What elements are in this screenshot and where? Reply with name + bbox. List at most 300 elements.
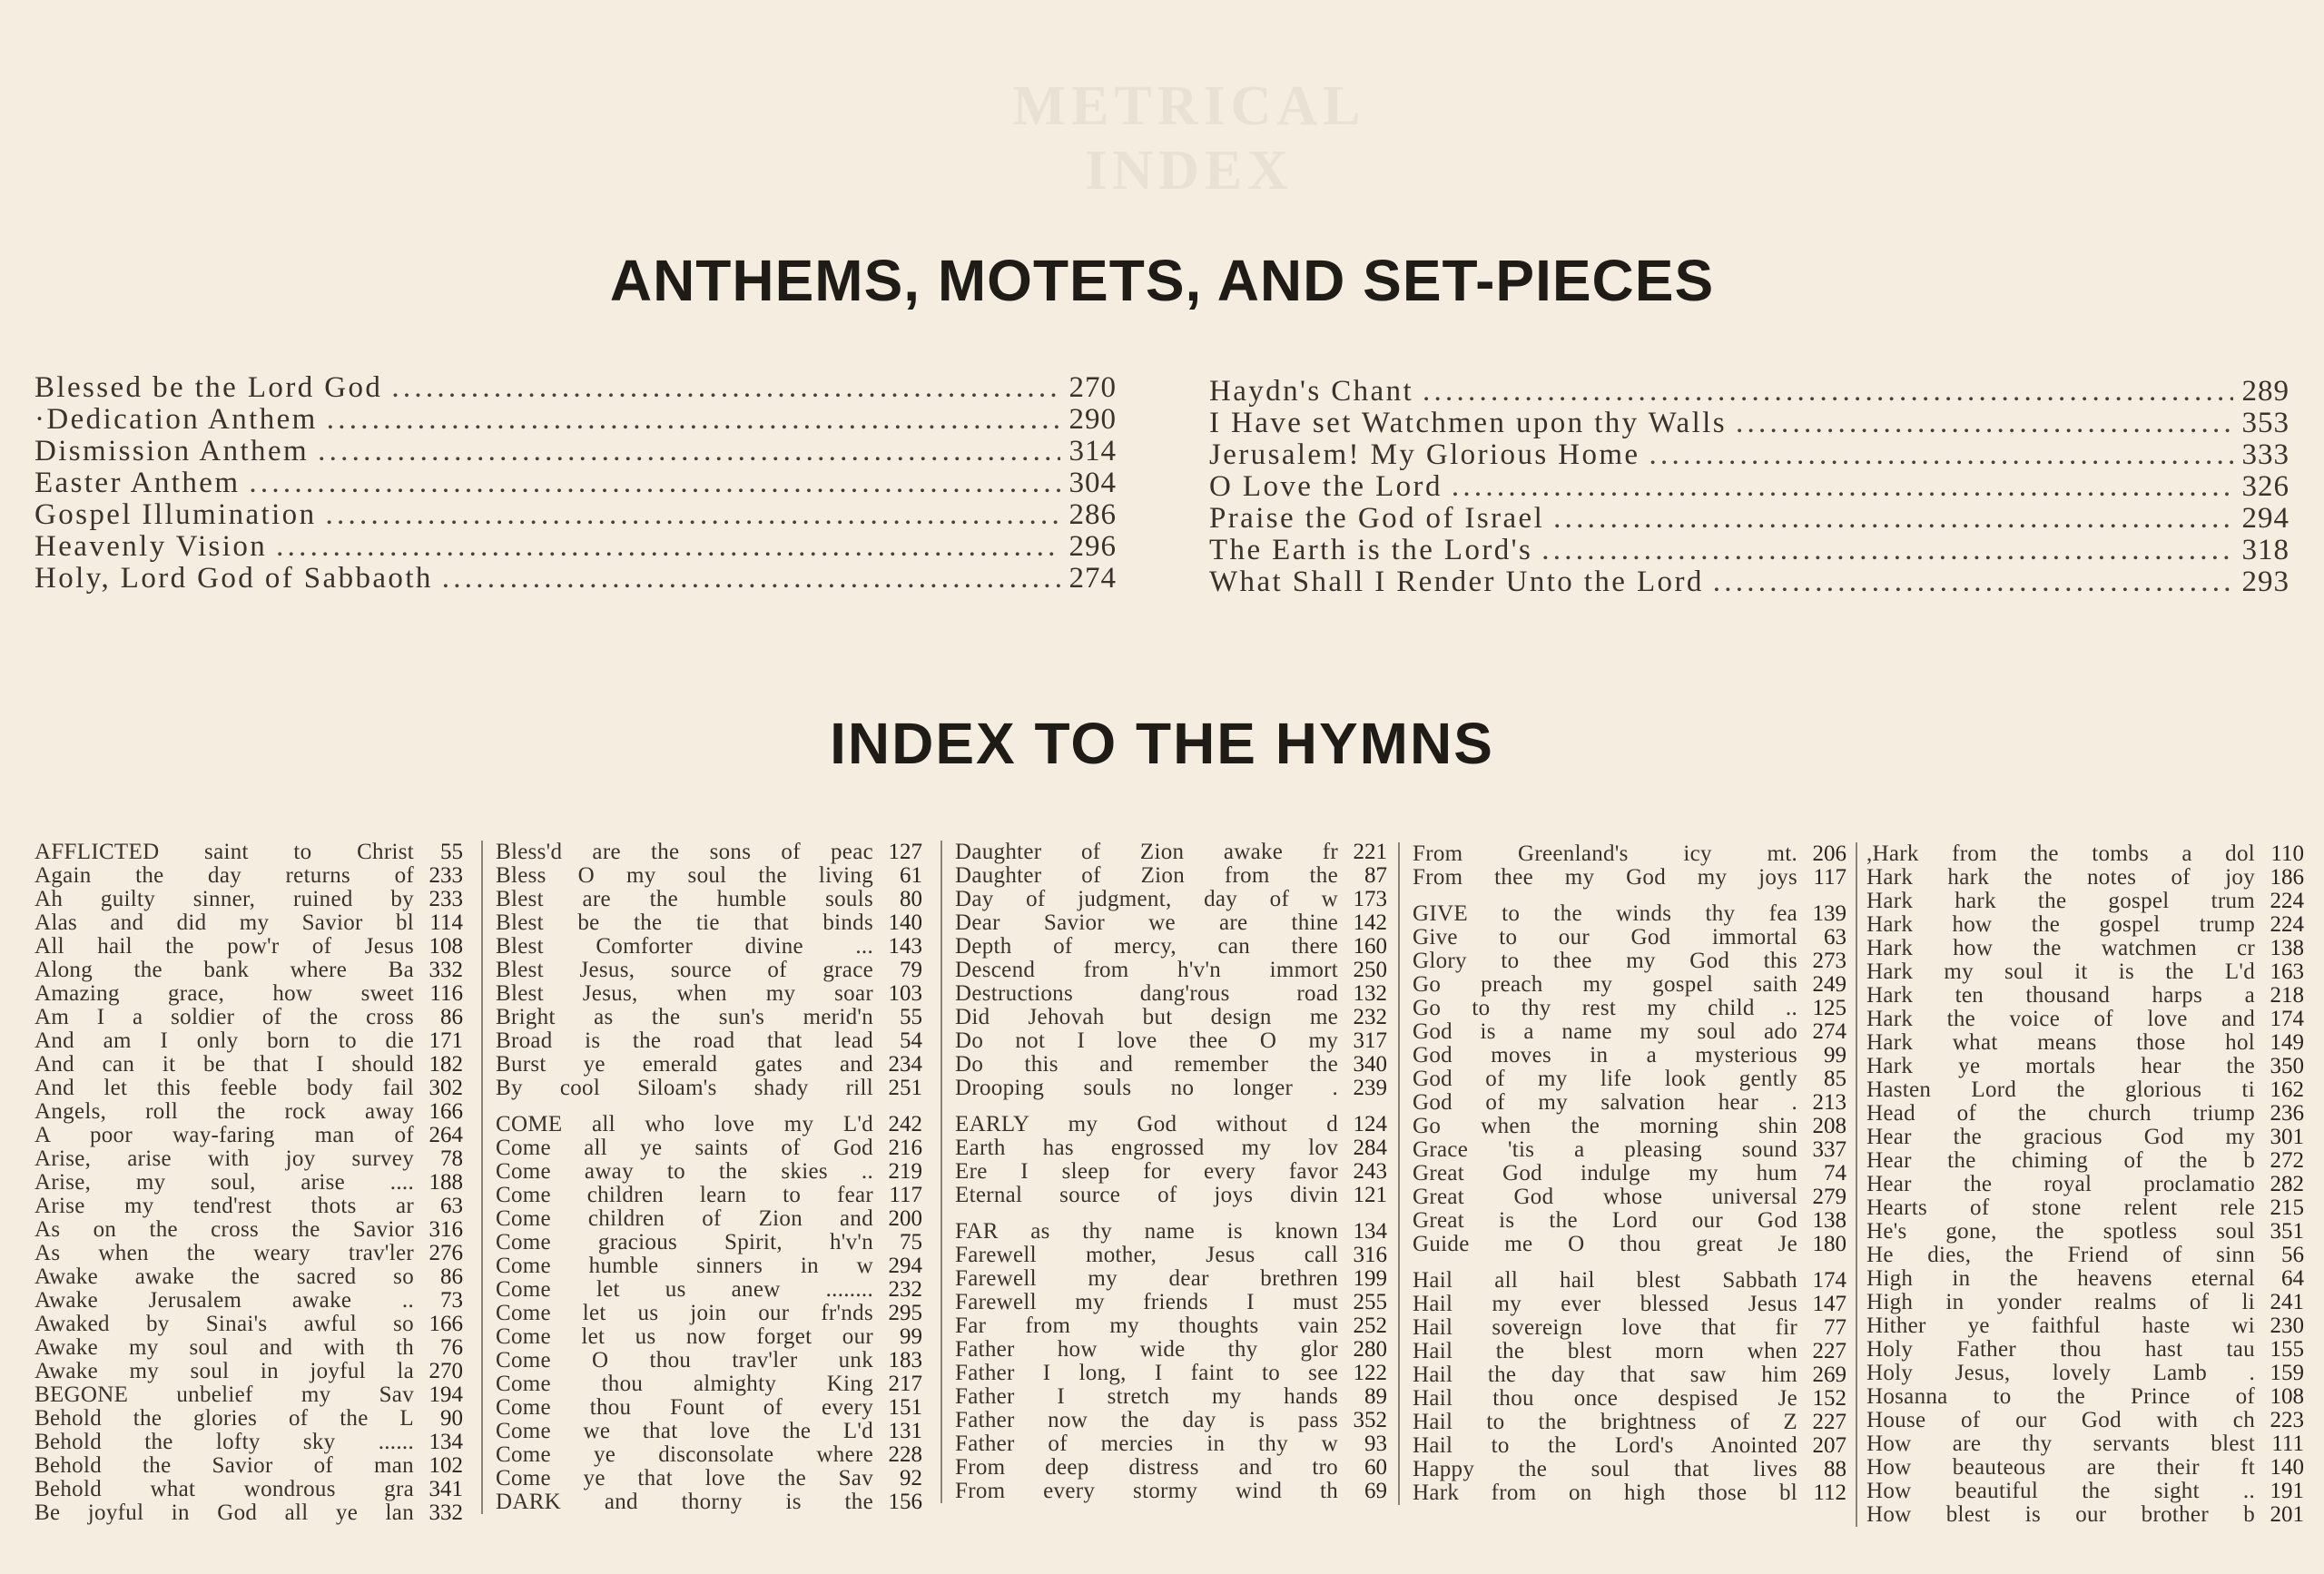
hymn-first-line: Bless'd are the sons of peac: [496, 841, 873, 864]
hymn-entry: [955, 888, 1387, 911]
hymn-page-number: 340: [1353, 1052, 1387, 1077]
hymn-page-number: 250: [1353, 958, 1387, 982]
anthem-title: ·Dedication Anthem: [34, 403, 318, 436]
hymn-first-line: Ere I sleep for every favor: [955, 1160, 1338, 1184]
hymn-entry: [1413, 1340, 1846, 1363]
hymn-first-line: Come ye disconsolate where: [496, 1443, 873, 1467]
anthem-page: 353: [2241, 407, 2290, 439]
hymn-entry: [955, 911, 1387, 935]
hymn-entry: [1413, 926, 1846, 949]
hymn-entry: [955, 1267, 1387, 1291]
hymn-page-number: 140: [2270, 1455, 2304, 1480]
hymn-first-line: Arise my tend'rest thots ar: [34, 1195, 414, 1218]
hymn-first-line: He's gone, the spotless soul: [1866, 1220, 2255, 1244]
hymn-entry: [1866, 1409, 2304, 1432]
hymn-first-line: Arise, arise with joy survey: [34, 1147, 414, 1171]
hymn-page-number: 207: [1812, 1433, 1846, 1458]
hymn-page-number: 86: [440, 1264, 463, 1289]
hymn-first-line: Bless O my soul the living: [496, 864, 873, 888]
hymn-page-number: 69: [1364, 1479, 1387, 1503]
hymn-entry: [34, 982, 463, 1006]
hymn-first-line: Guide me O thou great Je: [1413, 1233, 1797, 1256]
hymn-first-line: Hark ten thousand harps a: [1866, 984, 2255, 1008]
anthem-title: I Have set Watchmen upon thy Walls: [1209, 407, 1727, 439]
hymn-first-line: Again the day returns of: [34, 864, 414, 888]
hymn-entry: [34, 959, 463, 982]
hymn-entry: [955, 1053, 1387, 1077]
hymn-entry: [1866, 1432, 2304, 1456]
hymn-entry: [955, 1006, 1387, 1029]
hymn-first-line: Blest Jesus, when my soar: [496, 982, 873, 1006]
hymn-entry: [34, 1218, 463, 1242]
anthem-page: 274: [1068, 562, 1117, 595]
hymn-first-line: COME all who love my L'd: [496, 1113, 873, 1136]
hymn-page-number: 77: [1824, 1315, 1846, 1340]
hymn-entry: [34, 1313, 463, 1336]
hymn-page-number: 352: [1353, 1408, 1387, 1432]
hymn-entry: [955, 1160, 1387, 1184]
anthems-left-list: [34, 372, 1117, 595]
hymn-page-number: 74: [1824, 1161, 1846, 1185]
hymn-entry: [1866, 960, 2304, 984]
hymn-first-line: Hail the day that saw him: [1413, 1363, 1797, 1387]
hymn-first-line: Daughter of Zion awake fr: [955, 841, 1338, 864]
anthem-entry: [34, 499, 1117, 531]
hymn-first-line: Hither ye faithful haste wi: [1866, 1314, 2255, 1338]
hymn-page-number: 233: [428, 887, 463, 911]
hymn-first-line: Behold the glories of the L: [34, 1407, 414, 1431]
hymn-entry: [34, 1195, 463, 1218]
dot-leader: [1423, 376, 2232, 408]
hymn-first-line: AFFLICTED saint to Christ: [34, 841, 414, 864]
hymn-entry: [34, 1501, 463, 1525]
hymn-page-number: 350: [2270, 1054, 2304, 1078]
hymn-page-number: 301: [2270, 1125, 2304, 1149]
hymn-first-line: Come let us anew ........: [496, 1278, 873, 1302]
hymn-first-line: Hail to the Lord's Anointed: [1413, 1434, 1797, 1458]
hymn-first-line: DARK and thorny is the: [496, 1490, 873, 1514]
hymn-page-number: 88: [1824, 1457, 1846, 1481]
anthems-heading: ANTHEMS, MOTETS, AND SET-PIECES: [609, 248, 1715, 313]
hymn-first-line: Am I a soldier of the cross: [34, 1006, 414, 1029]
anthems-right-list: [1209, 376, 2290, 598]
hymn-page-number: 155: [2270, 1337, 2304, 1362]
hymn-entry: [1866, 1503, 2304, 1527]
hymn-first-line: God moves in a mysterious: [1413, 1044, 1797, 1067]
hymn-first-line: Hark how the watchmen cr: [1866, 937, 2255, 960]
hymn-entry: [496, 1396, 922, 1420]
hymn-page-number: 227: [1812, 1410, 1846, 1434]
dot-leader: [1452, 471, 2233, 503]
hymn-entry: [1866, 842, 2304, 866]
hymn-entry: [1866, 1362, 2304, 1385]
hymn-first-line: Destructions dang'rous road: [955, 982, 1338, 1006]
anthem-entry: [1209, 439, 2290, 471]
hymn-entry: [1413, 1387, 1846, 1411]
dot-leader: [326, 499, 1060, 531]
hymn-entry: [496, 1443, 922, 1467]
hymn-entry: [1413, 949, 1846, 973]
hymn-first-line: FAR as thy name is known: [955, 1220, 1338, 1244]
hymn-page-number: 188: [428, 1170, 463, 1195]
hymn-first-line: Hark my soul it is the L'd: [1866, 960, 2255, 984]
hymn-first-line: Great is the Lord our God: [1413, 1209, 1797, 1233]
anthem-page: 296: [1068, 530, 1117, 563]
hymn-first-line: Blest Jesus, source of grace: [496, 959, 873, 982]
hymn-page-number: 127: [888, 840, 922, 864]
hymn-page-number: 228: [888, 1442, 922, 1467]
hymn-first-line: Hark how the gospel trump: [1866, 913, 2255, 937]
hymn-entry: [1866, 1338, 2304, 1362]
hymn-entry: [1413, 1115, 1846, 1138]
hymn-page-number: 341: [428, 1477, 463, 1501]
hymn-page-number: 108: [428, 934, 463, 959]
hymn-first-line: Descend from h'v'n immort: [955, 959, 1338, 982]
hymn-entry: [1413, 1434, 1846, 1458]
dot-leader: [1553, 503, 2232, 535]
hymn-entry: [1866, 913, 2304, 937]
hymn-first-line: God of my salvation hear .: [1413, 1091, 1797, 1115]
hymn-page-number: 302: [428, 1076, 463, 1100]
hymn-entry: [1413, 1209, 1846, 1233]
hymn-first-line: From deep distress and tro: [955, 1456, 1338, 1480]
hymn-entry: [1413, 1363, 1846, 1387]
anthem-page: 270: [1068, 371, 1117, 404]
hymn-entry: [1866, 1267, 2304, 1291]
dot-leader: [1713, 566, 2233, 598]
hymn-page-number: 134: [1353, 1219, 1387, 1244]
hymn-entry: [34, 1100, 463, 1124]
hymn-page-number: 239: [1353, 1076, 1387, 1100]
hymn-page-number: 143: [888, 934, 922, 959]
hymn-entry: [1866, 1244, 2304, 1267]
hymn-first-line: House of our God with ch: [1866, 1409, 2255, 1432]
hymn-entry: [1413, 1233, 1846, 1256]
hymn-page-number: 93: [1364, 1431, 1387, 1456]
hymn-page-number: 63: [440, 1194, 463, 1218]
section-gap: [1413, 1256, 1846, 1269]
hymn-first-line: Come all ye saints of God: [496, 1136, 873, 1160]
hymn-first-line: Hark what means those hol: [1866, 1031, 2255, 1055]
hymn-first-line: Farewell mother, Jesus call: [955, 1244, 1338, 1267]
hymn-page-number: 131: [888, 1419, 922, 1443]
hymn-page-number: 166: [428, 1099, 463, 1124]
hymn-first-line: Hark hark the gospel trum: [1866, 890, 2255, 913]
hymn-page-number: 79: [900, 958, 922, 982]
hymn-entry: [1866, 1314, 2304, 1338]
hymn-first-line: Farewell my friends I must: [955, 1291, 1338, 1314]
dot-leader: [276, 531, 1059, 563]
hymn-entry: [34, 1053, 463, 1077]
hymn-page-number: 276: [428, 1241, 463, 1265]
hymn-first-line: God of my life look gently: [1413, 1067, 1797, 1091]
hymn-first-line: Father I stretch my hands: [955, 1385, 1338, 1409]
hymn-page-number: 110: [2270, 841, 2304, 866]
hymn-entry: [34, 888, 463, 911]
hymn-entry: [1413, 1020, 1846, 1044]
hymn-first-line: Blest Comforter divine ...: [496, 935, 873, 959]
anthem-page: 333: [2241, 438, 2290, 471]
hymn-first-line: Be joyful in God all ye lan: [34, 1501, 414, 1525]
hymn-first-line: Awake my soul and with th: [34, 1336, 414, 1360]
hymn-page-number: 116: [429, 981, 463, 1006]
hymn-first-line: Behold what wondrous gra: [34, 1478, 414, 1501]
hymn-entry: [955, 1385, 1387, 1409]
hymn-column-1: [34, 841, 463, 1525]
hymn-page-number: 85: [1824, 1067, 1846, 1091]
hymn-page-number: 76: [440, 1335, 463, 1360]
hymn-first-line: Behold the Savior of man: [34, 1454, 414, 1478]
anthem-entry: [34, 436, 1117, 467]
hymn-entry: [1866, 890, 2304, 913]
hymn-first-line: And can it be that I should: [34, 1053, 414, 1077]
dot-leader: [249, 467, 1059, 499]
hymn-page-number: 241: [2270, 1290, 2304, 1314]
hymn-entry: [955, 1244, 1387, 1267]
anthem-title: Blessed be the Lord God: [34, 371, 383, 404]
hymn-page-number: 99: [900, 1324, 922, 1349]
hymn-first-line: Glory to thee my God this: [1413, 949, 1797, 973]
hymn-page-number: 55: [900, 1005, 922, 1029]
hymn-entry: [34, 1124, 463, 1147]
hymn-page-number: 73: [440, 1288, 463, 1313]
hymn-entry: [496, 1372, 922, 1396]
hymn-first-line: Day of judgment, day of w: [955, 888, 1338, 911]
hymn-first-line: And am I only born to die: [34, 1029, 414, 1053]
hymn-page-number: 122: [1353, 1361, 1387, 1385]
hymn-page-number: 56: [2281, 1243, 2304, 1267]
anthem-entry: [34, 531, 1117, 563]
hymn-page-number: 183: [888, 1348, 922, 1372]
hymn-page-number: 174: [2270, 1007, 2304, 1031]
hymn-first-line: Alas and did my Savior bl: [34, 911, 414, 935]
hymn-entry: [955, 1432, 1387, 1456]
hymn-first-line: Ah guilty sinner, ruined by: [34, 888, 414, 911]
hymn-page-number: 102: [428, 1453, 463, 1478]
hymn-page-number: 216: [888, 1136, 922, 1160]
hymn-page-number: 221: [1353, 840, 1387, 864]
hymn-page-number: 213: [1812, 1090, 1846, 1115]
hymn-entry: [1866, 1008, 2304, 1031]
hymn-first-line: Great God indulge my hum: [1413, 1162, 1797, 1185]
hymn-page-number: 186: [2270, 865, 2304, 890]
hymn-first-line: Angels, roll the rock away: [34, 1100, 414, 1124]
hymn-first-line: Father now the day is pass: [955, 1409, 1338, 1432]
hymn-first-line: And let this feeble body fail: [34, 1077, 414, 1100]
anthem-title: Jerusalem! My Glorious Home: [1209, 438, 1640, 471]
hymn-first-line: Awake my soul in joyful la: [34, 1360, 414, 1383]
hymn-page-number: 252: [1353, 1313, 1387, 1338]
hymn-first-line: God is a name my soul ado: [1413, 1020, 1797, 1044]
hymn-entry: [496, 935, 922, 959]
hymn-entry: [34, 935, 463, 959]
hymn-entry: [1413, 1138, 1846, 1162]
hymn-page-number: 174: [1812, 1268, 1846, 1293]
hymn-first-line: Awake Jerusalem awake ..: [34, 1289, 414, 1313]
hymn-first-line: GIVE to the winds thy fea: [1413, 902, 1797, 926]
hymn-entry: [955, 935, 1387, 959]
hymn-page-number: 132: [1353, 981, 1387, 1006]
hymn-entry: [1866, 1291, 2304, 1314]
hymn-entry: [955, 1029, 1387, 1053]
anthem-title: O Love the Lord: [1209, 470, 1443, 503]
hymn-page-number: 171: [428, 1028, 463, 1053]
hymn-first-line: Father how wide thy glor: [955, 1338, 1338, 1362]
hymn-page-number: 270: [428, 1359, 463, 1383]
hymn-first-line: Come let us now forget our: [496, 1325, 873, 1349]
hymn-entry: [1413, 1162, 1846, 1185]
hymn-first-line: Hark ye mortals hear the: [1866, 1055, 2255, 1078]
hymn-first-line: Come gracious Spirit, h'v'n: [496, 1231, 873, 1254]
hymn-entry: [496, 1254, 922, 1278]
anthem-title: Easter Anthem: [34, 467, 241, 499]
hymn-first-line: He dies, the Friend of sinn: [1866, 1244, 2255, 1267]
hymn-page-number: 201: [2270, 1502, 2304, 1527]
hymn-page-number: 142: [1353, 910, 1387, 935]
dot-leader: [442, 563, 1060, 595]
hymn-page-number: 166: [428, 1312, 463, 1336]
anthem-title: Dismission Anthem: [34, 435, 310, 467]
hymn-page-number: 173: [1353, 887, 1387, 911]
hymn-entry: [496, 1006, 922, 1029]
hymn-page-number: 151: [888, 1395, 922, 1420]
anthem-page: 326: [2241, 470, 2290, 503]
hymn-page-number: 124: [1353, 1112, 1387, 1136]
hymn-page-number: 86: [440, 1005, 463, 1029]
hymn-entry: [1413, 1293, 1846, 1316]
hymn-page-number: 149: [2270, 1030, 2304, 1055]
hymn-first-line: Awaked by Sinai's awful so: [34, 1313, 414, 1336]
hymn-first-line: Hark hark the notes of joy: [1866, 866, 2255, 890]
hymn-entry: [1866, 1149, 2304, 1173]
hymn-first-line: A poor way-faring man of: [34, 1124, 414, 1147]
hymn-page-number: 162: [2270, 1077, 2304, 1102]
hymn-first-line: Hail my ever blessed Jesus: [1413, 1293, 1797, 1316]
hymn-first-line: Dear Savior we are thine: [955, 911, 1338, 935]
anthem-page: 293: [2241, 566, 2290, 598]
anthem-entry: [34, 563, 1117, 595]
anthem-title: The Earth is the Lord's: [1209, 534, 1533, 566]
hymn-first-line: Hear the royal proclamatio: [1866, 1173, 2255, 1196]
hymn-first-line: Come away to the skies ..: [496, 1160, 873, 1184]
hymn-first-line: As when the weary trav'ler: [34, 1242, 414, 1265]
anthem-title: Praise the God of Israel: [1209, 502, 1545, 535]
hymn-entry: [496, 1053, 922, 1077]
hymn-entry: [34, 841, 463, 864]
faded-heading: METRICAL INDEX: [1012, 75, 1366, 202]
hymn-page-number: 55: [440, 840, 463, 864]
hymn-entry: [1866, 1173, 2304, 1196]
hymn-page-number: 249: [1812, 972, 1846, 997]
hymn-page-number: 117: [889, 1183, 922, 1207]
section-gap: [955, 1207, 1387, 1220]
hymn-entry: [496, 1136, 922, 1160]
hymn-entry: [496, 1467, 922, 1490]
hymn-entry: [34, 1029, 463, 1053]
hymn-entry: [34, 1336, 463, 1360]
hymn-entry: [1866, 937, 2304, 960]
hymn-first-line: From thee my God my joys: [1413, 866, 1797, 890]
hymn-first-line: Hail sovereign love that fir: [1413, 1316, 1797, 1340]
hymn-entry: [1866, 1126, 2304, 1149]
hymn-first-line: Burst ye emerald gates and: [496, 1053, 873, 1077]
hymn-page-number: 242: [888, 1112, 922, 1136]
hymn-entry: [496, 1160, 922, 1184]
hymn-entry: [1866, 1456, 2304, 1480]
hymn-entry: [955, 1362, 1387, 1385]
hymn-entry: [496, 1349, 922, 1372]
anthem-entry: [1209, 503, 2290, 535]
hymn-first-line: Hear the gracious God my: [1866, 1126, 2255, 1149]
hymn-page-number: 274: [1812, 1019, 1846, 1044]
hymn-entry: [34, 1431, 463, 1454]
hymn-entry: [1866, 1385, 2304, 1409]
anthem-page: 294: [2241, 502, 2290, 535]
hymn-first-line: Come O thou trav'ler unk: [496, 1349, 873, 1372]
anthem-title: What Shall I Render Unto the Lord: [1209, 566, 1704, 598]
hymn-entry: [496, 1302, 922, 1325]
hymn-first-line: All hail the pow'r of Jesus: [34, 935, 414, 959]
anthem-entry: [34, 404, 1117, 436]
hymn-page-number: 236: [2270, 1101, 2304, 1126]
hymn-page-number: 332: [428, 1500, 463, 1525]
anthem-entry: [34, 467, 1117, 499]
anthem-entry: [1209, 535, 2290, 566]
hymn-entry: [1866, 1196, 2304, 1220]
hymn-page-number: 255: [1353, 1290, 1387, 1314]
hymn-page-number: 180: [1812, 1232, 1846, 1256]
hymn-page-number: 272: [2270, 1148, 2304, 1173]
hymn-first-line: Along the bank where Ba: [34, 959, 414, 982]
hymn-first-line: Come let us join our fr'nds: [496, 1302, 873, 1325]
hymn-page-number: 264: [428, 1123, 463, 1147]
hymn-entry: [496, 1029, 922, 1053]
hymn-entry: [1866, 1055, 2304, 1078]
hymn-entry: [1413, 1316, 1846, 1340]
hymn-entry: [1413, 842, 1846, 866]
hymn-entry: [1413, 1481, 1846, 1505]
hymn-entry: [496, 1113, 922, 1136]
hymn-first-line: Bright as the sun's merid'n: [496, 1006, 873, 1029]
hymn-entry: [496, 1077, 922, 1100]
hymn-entry: [34, 1478, 463, 1501]
hymn-page-number: 224: [2270, 912, 2304, 937]
hymn-first-line: Hosanna to the Prince of: [1866, 1385, 2255, 1409]
hymn-first-line: Come humble sinners in w: [496, 1254, 873, 1278]
hymn-first-line: Father of mercies in thy w: [955, 1432, 1338, 1456]
anthem-entry: [1209, 566, 2290, 598]
section-gap: [1413, 890, 1846, 902]
hymn-page-number: 92: [900, 1466, 922, 1490]
section-gap: [955, 1100, 1387, 1113]
hymn-column-3: [940, 841, 1387, 1503]
hymn-entry: [955, 864, 1387, 888]
hymn-entry: [34, 1360, 463, 1383]
hymn-first-line: Come children of Zion and: [496, 1207, 873, 1231]
hymn-entry: [955, 959, 1387, 982]
hymn-entry: [955, 1113, 1387, 1136]
hymn-page-number: 332: [428, 958, 463, 982]
hymn-first-line: Behold the lofty sky ......: [34, 1431, 414, 1454]
hymn-page-number: 217: [888, 1372, 922, 1396]
dot-leader: [1649, 439, 2232, 471]
anthem-page: 289: [2241, 375, 2290, 408]
hymn-page-number: 232: [1353, 1005, 1387, 1029]
hymn-page-number: 163: [2270, 959, 2304, 984]
dot-leader: [1541, 535, 2232, 566]
hymn-first-line: Hail to the brightness of Z: [1413, 1411, 1797, 1434]
hymn-page-number: 191: [2270, 1479, 2304, 1503]
